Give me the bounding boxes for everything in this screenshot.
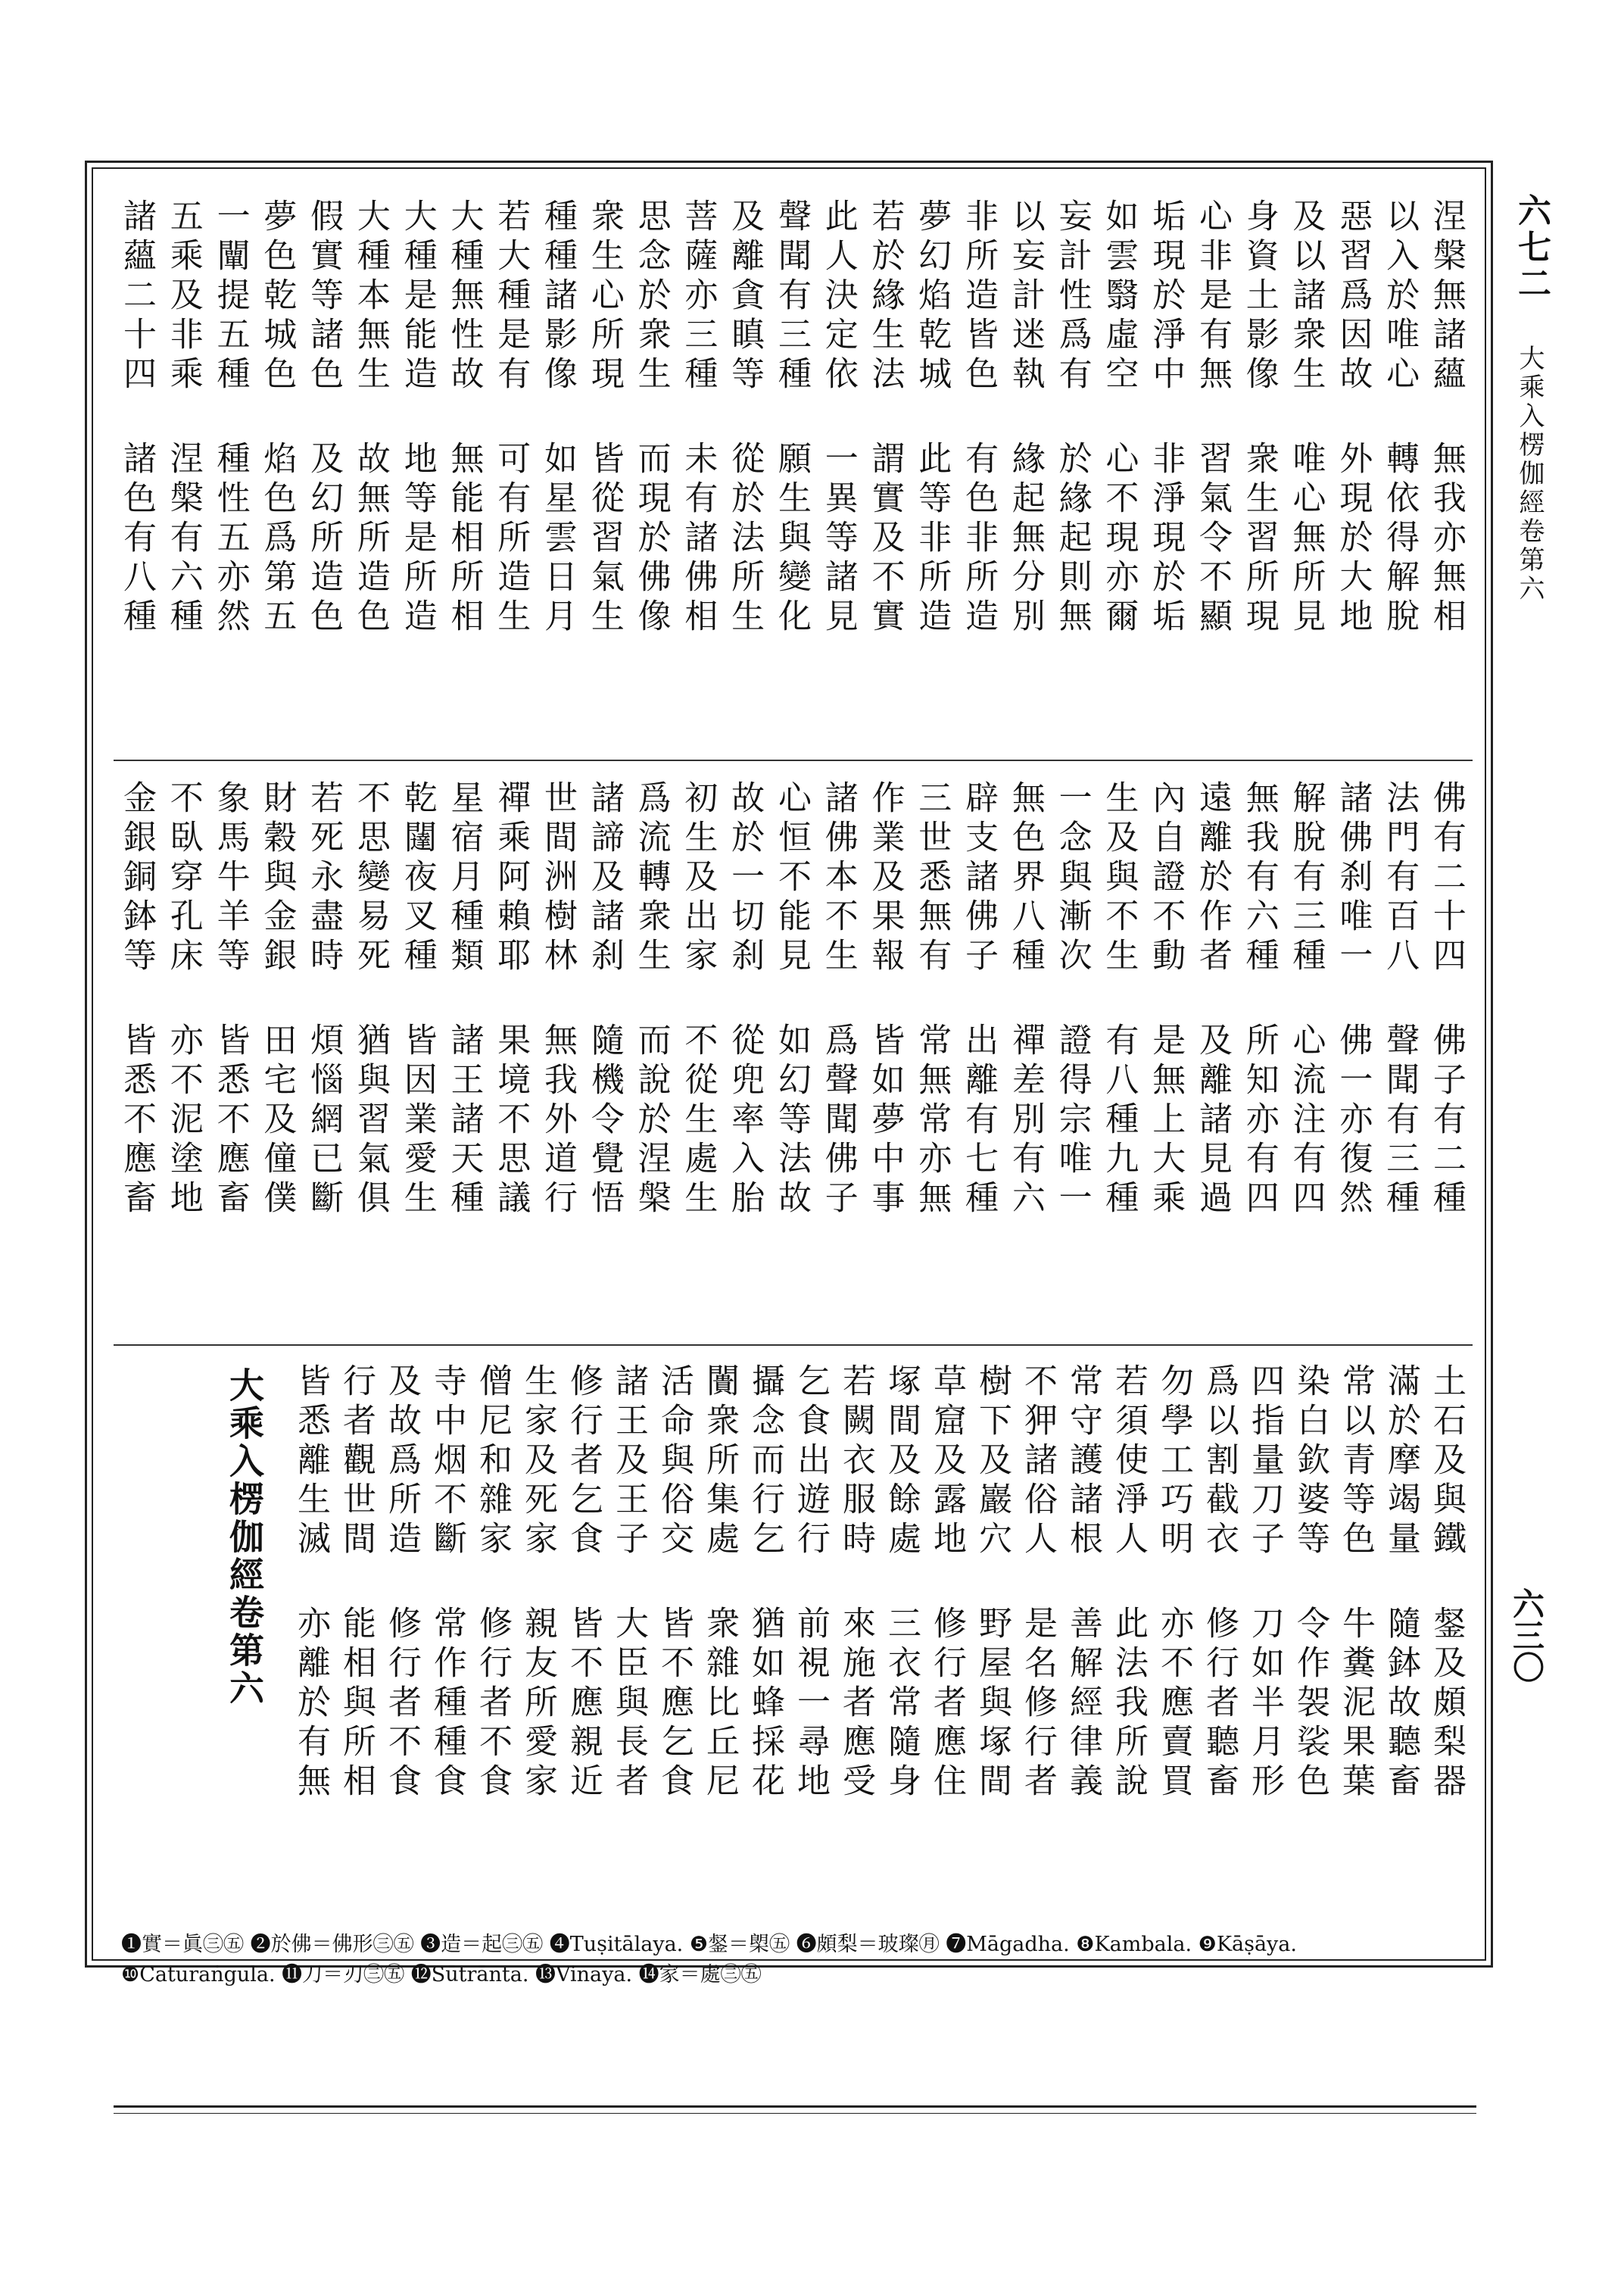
verse-column	[207, 198, 253, 721]
verse-line-lower: 果境不思議	[491, 1022, 531, 1219]
verse-line-upper: 爲流轉衆生	[631, 780, 671, 977]
verse-line-lower: 修行者應住	[927, 1606, 966, 1802]
verse-line-lower: 涅槃有六種	[164, 441, 203, 638]
verse-column	[1378, 1363, 1423, 1901]
verse-line-upper: 行者觀世間	[337, 1363, 376, 1560]
verse-line-upper: 無我有六種	[1239, 780, 1279, 977]
verse-line-lower: 是無上大乘	[1146, 1022, 1186, 1219]
verse-line-lower: 習氣令不顯	[1192, 441, 1232, 638]
verse-line-upper: 染白欽婆等	[1291, 1363, 1329, 1560]
verse-line-upper: 一念與漸次	[1052, 780, 1092, 977]
verse-line-upper: 勿學工巧明	[1155, 1363, 1193, 1560]
verse-line-lower: 前視一尋地	[791, 1606, 830, 1802]
verse-column	[488, 780, 533, 1333]
verse-column	[1333, 1363, 1378, 1901]
verse-column	[1287, 1363, 1333, 1901]
verse-column	[787, 1363, 833, 1901]
verse-column	[535, 780, 580, 1333]
verse-line-lower: 皆不應親近	[564, 1606, 603, 1802]
verse-column	[1096, 198, 1141, 721]
verse-column	[1105, 1363, 1151, 1901]
verse-column	[924, 1363, 969, 1901]
verse-line-upper: 惡習爲因故	[1333, 198, 1373, 395]
verse-line-upper: 作業及果報	[865, 780, 905, 977]
verse-line-upper: 及離貪瞋等	[725, 198, 765, 395]
verse-column	[515, 1363, 560, 1901]
verse-line-upper: 佛有二十四	[1426, 780, 1466, 977]
verse-line-lower: 亦不泥塗地	[164, 1022, 203, 1219]
verse-column	[114, 198, 159, 721]
verse-line-upper: 假實等諸色	[304, 198, 344, 395]
verse-column	[424, 1363, 469, 1901]
verse-line-lower: 焰色爲第五	[257, 441, 297, 638]
verse-column	[862, 198, 908, 721]
verse-column	[955, 780, 1001, 1333]
verse-line-upper: 心非是有無	[1192, 198, 1232, 395]
verse-column	[441, 780, 486, 1333]
verse-line-upper: 三世悉無有	[912, 780, 952, 977]
verse-column	[1376, 780, 1422, 1333]
verse-column	[742, 1363, 787, 1901]
verse-line-lower: 能相與所相	[337, 1606, 376, 1802]
verse-column	[697, 1363, 742, 1901]
verse-line-upper: 諸佛本不生	[818, 780, 858, 977]
verse-line-lower: 野屋與塚間	[973, 1606, 1011, 1802]
verse-line-upper: 及故爲所造	[382, 1363, 421, 1560]
running-title: 大乘入楞伽經卷第六	[1514, 345, 1545, 604]
footnote-line: ❶實＝眞㊂㊄ ❷於佛＝佛形㊂㊄ ❸造＝起㊂㊄ ❹Tuṣitālaya. ❺錖＝㮾㊄ ❻頗梨＝玻璨㊊ ❼Māgadha. ❽Kambala. ❾Kāṣāya.	[121, 1933, 1297, 1956]
verse-line-upper: 內自證不動	[1146, 780, 1186, 977]
verse-column	[955, 198, 1001, 721]
verse-line-upper: 世間洲樹林	[538, 780, 578, 977]
verse-line-upper: 乞食出遊行	[791, 1363, 830, 1560]
verse-line-upper: 以入於唯心	[1380, 198, 1420, 395]
verse-line-upper: 大種本無生	[351, 198, 390, 395]
verse-column	[1283, 198, 1329, 721]
verse-line-upper: 若大種是有	[491, 198, 531, 395]
verse-line-lower: 佛一亦復然	[1333, 1022, 1373, 1219]
verse-column	[1142, 780, 1188, 1333]
verse-line-lower: 故無所造色	[351, 441, 390, 638]
verse-line-upper: 不思變易死	[351, 780, 390, 977]
verse-column	[909, 198, 954, 721]
verse-column	[441, 198, 486, 721]
verse-line-upper: 生及與不生	[1099, 780, 1139, 977]
verse-column	[722, 198, 767, 721]
verse-line-lower: 大臣與長者	[609, 1606, 648, 1802]
verse-line-lower: 亦不應賣買	[1155, 1606, 1193, 1802]
verse-line-upper: 諸諦及諸刹	[584, 780, 624, 977]
verse-line-upper: 生家及死家	[519, 1363, 557, 1560]
verse-line-lower: 皆悉不應畜	[117, 1022, 156, 1219]
verse-line-upper: 法門有百八	[1380, 780, 1420, 977]
verse-line-lower: 爲聲聞佛子	[818, 1022, 858, 1219]
verse-column	[722, 780, 767, 1333]
verse-column	[114, 780, 159, 1333]
bottom-rule	[114, 2105, 1476, 2108]
verse-line-lower: 有色非所造	[959, 441, 999, 638]
footnotes	[121, 1930, 1476, 1990]
verse-column	[606, 1363, 651, 1901]
verse-line-upper: 樹下及巖穴	[973, 1363, 1011, 1560]
verse-line-lower: 衆雜比丘尼	[700, 1606, 739, 1802]
verse-line-lower: 皆因業愛生	[397, 1022, 437, 1219]
verse-line-upper: 象馬牛羊等	[210, 780, 250, 977]
verse-line-lower: 無我亦無相	[1426, 441, 1466, 638]
verse-line-upper: 寺中烟不斷	[428, 1363, 466, 1560]
verse-line-lower: 所知亦有四	[1239, 1022, 1279, 1219]
verse-line-lower: 聲聞有三種	[1380, 1022, 1420, 1219]
verse-line-upper: 諸蘊二十四	[117, 198, 156, 395]
verse-line-lower: 皆從習氣生	[584, 441, 624, 638]
verse-column	[909, 780, 954, 1333]
verse-column	[675, 198, 720, 721]
verse-column	[1329, 780, 1375, 1333]
verse-line-lower: 可有所造生	[491, 441, 531, 638]
verse-column	[288, 1363, 333, 1901]
verse-line-upper: 大種是能造	[397, 198, 437, 395]
verse-line-upper: 草窟及露地	[927, 1363, 966, 1560]
verse-column	[1376, 198, 1422, 721]
verse-column	[254, 198, 299, 721]
verse-line-lower: 親友所愛家	[519, 1606, 557, 1802]
verse-band-1	[114, 198, 1469, 721]
band-divider	[114, 760, 1473, 761]
verse-column	[348, 780, 393, 1333]
verse-line-upper: 常以青等色	[1336, 1363, 1375, 1560]
verse-column	[1049, 198, 1095, 721]
verse-line-lower: 皆悉不應畜	[210, 1022, 250, 1219]
verse-column	[161, 780, 206, 1333]
verse-line-lower: 如幻等法故	[771, 1022, 811, 1219]
verse-line-upper: 以妄計迷執	[1005, 198, 1045, 395]
verse-line-lower: 令作袈裟色	[1291, 1606, 1329, 1802]
verse-column	[628, 780, 674, 1333]
verse-line-upper: 金銀銅鉢等	[117, 780, 156, 977]
verse-column	[254, 780, 299, 1333]
verse-column	[1015, 1363, 1060, 1901]
verse-line-lower: 願生與變化	[771, 441, 811, 638]
verse-line-lower: 此等非所造	[912, 441, 952, 638]
verse-column	[348, 198, 393, 721]
verse-line-upper: 攝念而行乞	[746, 1363, 784, 1560]
verse-line-upper: 遠離於作者	[1192, 780, 1232, 977]
verse-line-lower: 煩惱網已斷	[304, 1022, 344, 1219]
verse-column	[1002, 780, 1048, 1333]
verse-line-lower: 謂實及不實	[865, 441, 905, 638]
verse-line-upper: 初生及出家	[678, 780, 718, 977]
verse-line-upper: 修行者乞食	[564, 1363, 603, 1560]
verse-line-upper: 故於一切刹	[725, 780, 765, 977]
verse-line-upper: 無色界八種	[1005, 780, 1045, 977]
verse-line-lower: 修行者不食	[473, 1606, 512, 1802]
verse-line-lower: 無能相所相	[444, 441, 484, 638]
verse-column	[1423, 198, 1469, 721]
verse-column	[1329, 198, 1375, 721]
verse-line-lower: 如星雲日月	[538, 441, 578, 638]
verse-line-upper: 諸佛刹唯一	[1333, 780, 1373, 977]
verse-line-upper: 若闕衣服時	[837, 1363, 875, 1560]
verse-line-upper: 聲聞有三種	[771, 198, 811, 395]
verse-line-lower: 有八種九種	[1099, 1022, 1139, 1219]
verse-column	[768, 780, 814, 1333]
verse-column	[560, 1363, 606, 1901]
verse-line-lower: 猶如蜂採花	[746, 1606, 784, 1802]
verse-column	[535, 198, 580, 721]
verse-line-lower: 刀如半月形	[1245, 1606, 1284, 1802]
verse-line-upper: 及以諸衆生	[1286, 198, 1326, 395]
verse-line-upper: 星宿月種類	[444, 780, 484, 977]
verse-column	[815, 198, 861, 721]
verse-line-upper: 四指量刀子	[1245, 1363, 1284, 1560]
verse-column	[207, 780, 253, 1333]
verse-line-upper: 如雲翳虛空	[1099, 198, 1139, 395]
verse-line-lower: 修行者聽畜	[1200, 1606, 1239, 1802]
verse-column	[628, 198, 674, 721]
verse-column	[878, 1363, 924, 1901]
verse-line-upper: 乾闥夜叉種	[397, 780, 437, 977]
verse-column	[862, 780, 908, 1333]
verse-line-lower: 及幻所造色	[304, 441, 344, 638]
verse-line-upper: 禪乘阿賴耶	[491, 780, 531, 977]
verse-line-lower: 諸王諸天種	[444, 1022, 484, 1219]
verse-line-upper: 種種諸影像	[538, 198, 578, 395]
verse-line-upper: 土石及與鐵	[1427, 1363, 1466, 1560]
verse-line-lower: 常無常亦無	[912, 1022, 952, 1219]
verse-line-lower: 證得宗唯一	[1052, 1022, 1092, 1219]
verse-line-upper: 垢現於淨中	[1146, 198, 1186, 395]
verse-column	[581, 780, 627, 1333]
verse-line-upper: 五乘及非乘	[164, 198, 203, 395]
verse-line-lower: 隨鉢故聽畜	[1382, 1606, 1420, 1802]
verse-line-lower: 隨機令覺悟	[584, 1022, 624, 1219]
verse-line-lower: 外現於大地	[1333, 441, 1373, 638]
verse-line-lower: 於緣起則無	[1052, 441, 1092, 638]
verse-column	[1236, 198, 1282, 721]
verse-line-upper: 非所造皆色	[959, 198, 999, 395]
page-number-top: 六七二	[1512, 193, 1551, 302]
verse-line-upper: 僧尼和雜家	[473, 1363, 512, 1560]
verse-line-upper: 大種無性故	[444, 198, 484, 395]
footnote-line: ❿Caturaṅgula. ⓫刀＝刃㊂㊄ ⓬Sūtrānta. ⓭Vinaya. ⓮家＝處㊂㊄	[121, 1963, 762, 1986]
verse-line-lower: 出離有七種	[959, 1022, 999, 1219]
verse-line-upper: 爲以割截衣	[1200, 1363, 1239, 1560]
verse-column	[301, 198, 346, 721]
verse-line-lower: 皆如夢中事	[865, 1022, 905, 1219]
verse-column	[833, 1363, 878, 1901]
verse-line-lower: 佛子有二種	[1426, 1022, 1466, 1219]
verse-line-upper: 身資土影像	[1239, 198, 1279, 395]
verse-column	[161, 198, 206, 721]
verse-line-upper: 妄計性爲有	[1052, 198, 1092, 395]
verse-column	[1060, 1363, 1105, 1901]
verse-line-upper: 菩薩亦三種	[678, 198, 718, 395]
verse-line-lower: 從兜率入胎	[725, 1022, 765, 1219]
verse-line-upper: 財穀與金銀	[257, 780, 297, 977]
verse-line-upper: 解脫有三種	[1286, 780, 1326, 977]
band-divider	[114, 1344, 1473, 1346]
verse-line-upper: 不狎諸俗人	[1018, 1363, 1057, 1560]
verse-line-lower: 不從生處生	[678, 1022, 718, 1219]
verse-line-lower: 轉依得解脫	[1380, 441, 1420, 638]
verse-column	[1096, 780, 1141, 1333]
verse-line-upper: 若死永盡時	[304, 780, 344, 977]
verse-line-lower: 亦離於有無	[291, 1606, 330, 1802]
verse-line-upper: 皆悉離生滅	[291, 1363, 330, 1560]
verse-column	[815, 780, 861, 1333]
verse-line-upper: 夢色乾城色	[257, 198, 297, 395]
verse-line-lower: 地等是所造	[397, 441, 437, 638]
verse-line-upper: 塚間及餘處	[882, 1363, 921, 1560]
verse-line-lower: 善解經律義	[1064, 1606, 1102, 1802]
verse-line-lower: 諸色有八種	[117, 441, 156, 638]
verse-line-upper: 活命與俗交	[655, 1363, 694, 1560]
verse-line-lower: 心不現亦爾	[1099, 441, 1139, 638]
verse-column	[394, 198, 440, 721]
verse-line-lower: 及離諸見過	[1192, 1022, 1232, 1219]
fascicle-end-title: 大乘入楞伽經卷第六	[224, 1367, 265, 1708]
verse-line-lower: 未有諸佛相	[678, 441, 718, 638]
verse-line-upper: 若須使淨人	[1109, 1363, 1148, 1560]
verse-line-lower: 田宅及僮僕	[257, 1022, 297, 1219]
verse-line-upper: 此人決定依	[818, 198, 858, 395]
verse-line-lower: 來施者應受	[837, 1606, 875, 1802]
verse-band-3	[291, 1363, 1469, 1901]
verse-line-lower: 非淨現於垢	[1146, 441, 1186, 638]
verse-line-lower: 緣起無分別	[1005, 441, 1045, 638]
verse-line-lower: 三衣常隨身	[882, 1606, 921, 1802]
verse-line-upper: 一闡提五種	[210, 198, 250, 395]
verse-line-upper: 思念於衆生	[631, 198, 671, 395]
verse-line-lower: 皆不應乞食	[655, 1606, 694, 1802]
verse-line-upper: 不臥穿孔床	[164, 780, 203, 977]
verse-line-upper: 諸王及王子	[609, 1363, 648, 1560]
verse-column	[469, 1363, 515, 1901]
bottom-rule	[114, 2113, 1476, 2114]
verse-line-upper: 闠衆所集處	[700, 1363, 739, 1560]
verse-line-lower: 牛糞泥果葉	[1336, 1606, 1375, 1802]
verse-line-upper: 辟支諸佛子	[959, 780, 999, 977]
verse-column	[1049, 780, 1095, 1333]
verse-line-lower: 無我外道行	[538, 1022, 578, 1219]
verse-column	[675, 780, 720, 1333]
verse-line-lower: 一異等諸見	[818, 441, 858, 638]
verse-line-lower: 猶與習氣俱	[351, 1022, 390, 1219]
verse-line-lower: 衆生習所現	[1239, 441, 1279, 638]
verse-line-upper: 滿於摩竭量	[1382, 1363, 1420, 1560]
verse-line-lower: 常作種種食	[428, 1606, 466, 1802]
verse-column	[581, 198, 627, 721]
verse-column	[301, 780, 346, 1333]
verse-line-lower: 禪差別有六	[1005, 1022, 1045, 1219]
verse-band-2	[114, 780, 1469, 1333]
verse-line-lower: 而現於佛像	[631, 441, 671, 638]
verse-line-lower: 而說於涅槃	[631, 1022, 671, 1219]
verse-line-lower: 修行者不食	[382, 1606, 421, 1802]
verse-line-lower: 種性五亦然	[210, 441, 250, 638]
verse-column	[1242, 1363, 1287, 1901]
verse-line-lower: 從於法所生	[725, 441, 765, 638]
verse-line-upper: 衆生心所現	[584, 198, 624, 395]
verse-line-lower: 是名修行者	[1018, 1606, 1057, 1802]
page-number-side: 六三〇	[1508, 1587, 1545, 1683]
verse-line-upper: 若於緣生法	[865, 198, 905, 395]
verse-column	[1423, 780, 1469, 1333]
verse-column	[651, 1363, 697, 1901]
verse-column	[394, 780, 440, 1333]
verse-line-upper: 夢幻焰乾城	[912, 198, 952, 395]
verse-column	[1236, 780, 1282, 1333]
verse-line-upper: 心恒不能見	[771, 780, 811, 977]
verse-column	[1423, 1363, 1469, 1901]
verse-column	[379, 1363, 424, 1901]
verse-line-lower: 心流注有四	[1286, 1022, 1326, 1219]
verse-column	[768, 198, 814, 721]
verse-column	[1142, 198, 1188, 721]
verse-column	[488, 198, 533, 721]
verse-column	[1196, 1363, 1242, 1901]
verse-column	[969, 1363, 1015, 1901]
verse-column	[333, 1363, 379, 1901]
verse-line-upper: 常守護諸根	[1064, 1363, 1102, 1560]
verse-column	[1151, 1363, 1196, 1901]
verse-line-lower: 唯心無所見	[1286, 441, 1326, 638]
verse-column	[1189, 198, 1235, 721]
verse-column	[1189, 780, 1235, 1333]
verse-column	[1283, 780, 1329, 1333]
verse-line-lower: 錖及頗梨器	[1427, 1606, 1466, 1802]
verse-line-lower: 此法我所說	[1109, 1606, 1148, 1802]
verse-line-upper: 涅槃無諸蘊	[1426, 198, 1466, 395]
verse-column	[1002, 198, 1048, 721]
